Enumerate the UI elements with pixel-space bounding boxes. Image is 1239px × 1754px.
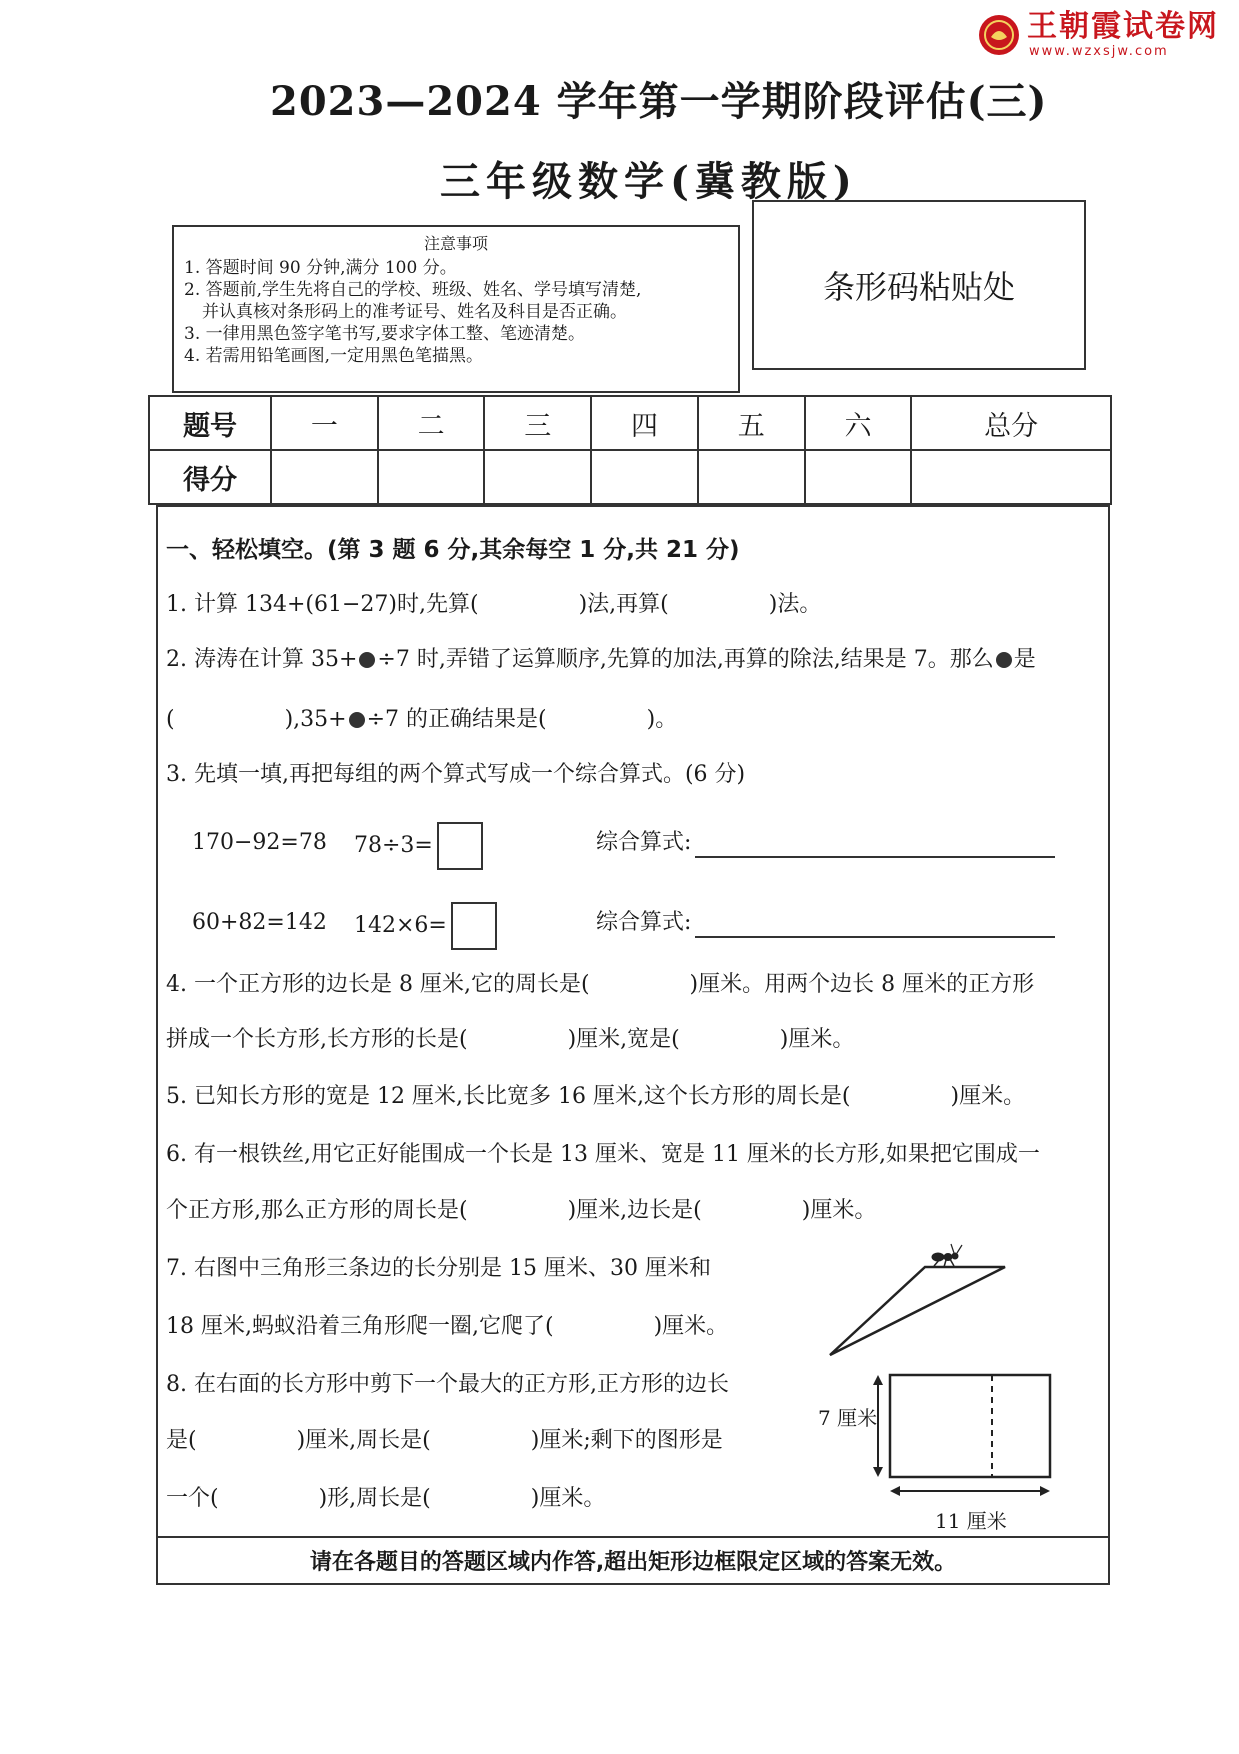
score-cell[interactable]: [484, 450, 591, 504]
score-cell[interactable]: [911, 450, 1111, 504]
col-total: 总分: [911, 396, 1111, 450]
q3-row2-combined: 综合算式:: [596, 908, 1055, 938]
notice-line: 1. 答题时间 90 分钟,满分 100 分。: [184, 258, 457, 278]
score-cell[interactable]: [698, 450, 805, 504]
q3-row2-a: 60+82=142: [192, 910, 327, 935]
score-cell[interactable]: [271, 450, 378, 504]
black-dot-icon: [996, 652, 1012, 668]
question-3: 3. 先填一填,再把每组的两个算式写成一个综合算式。(6 分): [166, 762, 746, 787]
footer-notice: 请在各题目的答题区域内作答,超出矩形边框限定区域的答案无效。: [158, 1536, 1108, 1582]
score-header-row: [149, 396, 1111, 450]
notice-line: 3. 一律用黑色签字笔书写,要求字体工整、笔迹清楚。: [184, 324, 586, 344]
score-cell[interactable]: [591, 450, 698, 504]
col-6: 六: [805, 396, 912, 450]
question-2: 2. 涛涛在计算 35+ ÷7 时,弄错了运算顺序,先算的加法,再算的除法,结果是 7。那么 是: [166, 647, 1036, 672]
barcode-label: 条形码粘贴处: [822, 268, 1015, 306]
section-heading: 一、轻松填空。(第 3 题 6 分,其余每空 1 分,共 21 分): [166, 537, 740, 563]
black-dot-icon: [359, 652, 375, 668]
question-8-cont: 是( )厘米,周长是( )厘米;剩下的图形是: [166, 1428, 723, 1453]
answer-line[interactable]: [695, 916, 1055, 938]
notice-line: 4. 若需用铅笔画图,一定用黑色笔描黑。: [184, 346, 484, 366]
notice-line: 2. 答题前,学生先将自己的学校、班级、姓名、学号填写清楚,: [184, 280, 642, 300]
col-4: 四: [591, 396, 698, 450]
question-7-cont: 18 厘米,蚂蚁沿着三角形爬一圈,它爬了( )厘米。: [166, 1314, 729, 1339]
score-cell[interactable]: [378, 450, 485, 504]
row-label-number: 题号: [149, 396, 271, 450]
answer-box[interactable]: [451, 902, 497, 950]
question-1: 1. 计算 134+(61−27)时,先算( )法,再算( )法。: [166, 592, 822, 617]
rect-height-label: 7 厘米: [818, 1406, 878, 1430]
question-5: 5. 已知长方形的宽是 12 厘米,长比宽多 16 厘米,这个长方形的周长是( )厘米。: [166, 1084, 1026, 1109]
score-value-row: [149, 450, 1111, 504]
page-subtitle: 三年级数学(冀教版): [440, 158, 858, 205]
logo-url: www.wzxsjw.com: [1029, 44, 1169, 59]
question-8: 8. 在右面的长方形中剪下一个最大的正方形,正方形的边长: [166, 1372, 729, 1397]
page-title: 2023—2024 学年第一学期阶段评估(三): [270, 78, 1048, 125]
ant-icon: [932, 1244, 962, 1267]
q3-row2-b: 142×6=: [354, 902, 497, 950]
notice-box: [172, 225, 740, 393]
q3-row1-b: 78÷3=: [354, 822, 483, 870]
black-dot-icon: [349, 712, 365, 728]
score-table: [148, 395, 1112, 505]
site-logo: [977, 10, 1219, 59]
triangle-figure: [820, 1235, 1020, 1360]
score-cell[interactable]: [805, 450, 912, 504]
col-3: 三: [484, 396, 591, 450]
barcode-area: [752, 200, 1086, 370]
question-4: 4. 一个正方形的边长是 8 厘米,它的周长是( )厘米。用两个边长 8 厘米的正方形: [166, 972, 1035, 997]
rect-width-label: 11 厘米: [935, 1509, 1007, 1533]
answer-line[interactable]: [695, 836, 1055, 858]
question-7: 7. 右图中三角形三条边的长分别是 15 厘米、30 厘米和: [166, 1256, 711, 1281]
question-2-cont: ( ),35+ ÷7 的正确结果是( )。: [166, 707, 678, 732]
rectangle-figure: [870, 1365, 1060, 1505]
question-4-cont: 拼成一个长方形,长方形的长是( )厘米,宽是( )厘米。: [166, 1027, 855, 1052]
answer-box[interactable]: [437, 822, 483, 870]
notice-line: 并认真核对条形码上的准考证号、姓名及科目是否正确。: [202, 302, 627, 322]
question-8-cont2: 一个( )形,周长是( )厘米。: [166, 1486, 606, 1511]
question-6-cont: 个正方形,那么正方形的周长是( )厘米,边长是( )厘米。: [166, 1198, 877, 1223]
col-5: 五: [698, 396, 805, 450]
col-1: 一: [271, 396, 378, 450]
notice-title: 注意事项: [423, 234, 488, 253]
q3-row1-combined: 综合算式:: [596, 828, 1055, 858]
row-label-score: 得分: [149, 450, 271, 504]
q3-row1-a: 170−92=78: [192, 830, 327, 855]
logo-name: 王朝霞试卷网: [1027, 9, 1219, 44]
col-2: 二: [378, 396, 485, 450]
question-6: 6. 有一根铁丝,用它正好能围成一个长是 13 厘米、宽是 11 厘米的长方形,如果把它围成一: [166, 1142, 1040, 1167]
seal-icon: [977, 13, 1021, 57]
